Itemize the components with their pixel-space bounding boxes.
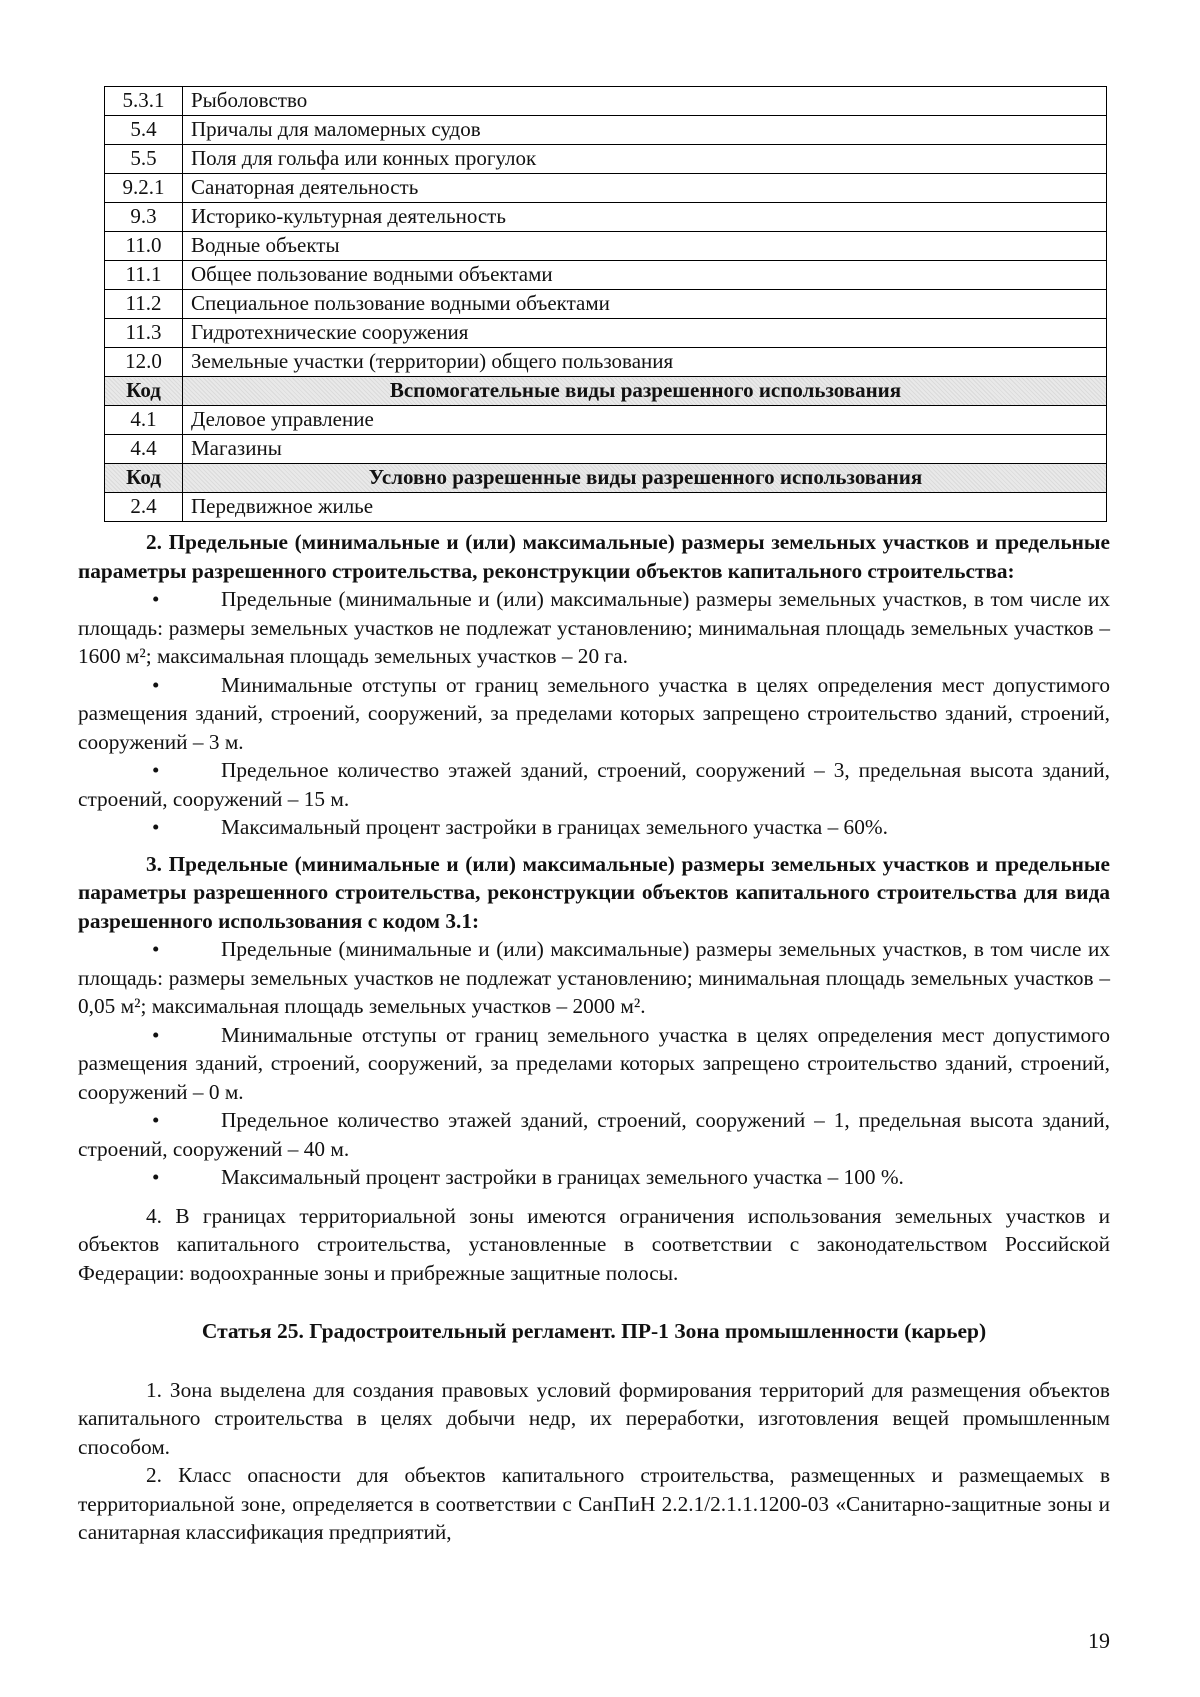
table-cell-name: Гидротехнические сооружения	[183, 319, 1107, 348]
table-row	[105, 203, 1107, 232]
document-page	[78, 86, 1110, 1547]
table-row	[105, 174, 1107, 203]
table-cell-code: 12.0	[105, 348, 183, 377]
table-cell-code: 5.4	[105, 116, 183, 145]
bullet-icon: •	[152, 1022, 160, 1047]
section-3-bullet	[78, 1021, 1110, 1107]
table-cell-code: 4.1	[105, 406, 183, 435]
table-row	[105, 290, 1107, 319]
bullet-text: Предельные (минимальные и (или) максимальные) размеры земельных участков, в том числе их площадь: размеры земельных участков не подлежат установлению; минимальная площадь земельных участков – 0,05 м²; максимальная площадь земельных участков – 2000 м².	[78, 937, 1110, 1018]
table-cell-name: Передвижное жилье	[183, 493, 1107, 522]
section-3-bullet	[78, 1163, 1110, 1192]
table-row	[105, 435, 1107, 464]
table-cell-name: Поля для гольфа или конных прогулок	[183, 145, 1107, 174]
document-body	[78, 528, 1110, 1547]
table-cell-code: 5.3.1	[105, 87, 183, 116]
table-row	[105, 261, 1107, 290]
section-3-heading: 3. Предельные (минимальные и (или) максимальные) размеры земельных участков и предельные параметры разрешенного строительства, реконструкции объектов капитального строительства для вида разрешенного использования с кодом 3.1:	[78, 851, 1110, 933]
table-cell-name: Санаторная деятельность	[183, 174, 1107, 203]
article-paragraph-1: 1. Зона выделена для создания правовых условий формирования территорий для размещения объектов капитального строительства в целях добычи недр, их переработки, изготовления вещей промышленным способом.	[78, 1377, 1110, 1459]
table-cell-code: 11.2	[105, 290, 183, 319]
table-cell-code: Код	[105, 464, 183, 493]
section-2-bullet	[78, 813, 1110, 842]
table-row	[105, 232, 1107, 261]
section-2-bullet	[78, 585, 1110, 671]
table-cell-code: 11.3	[105, 319, 183, 348]
table-row	[105, 406, 1107, 435]
bullet-icon: •	[152, 815, 160, 839]
bullet-text: Предельное количество этажей зданий, строений, сооружений – 3, предельная высота зданий, строений, сооружений – 15 м.	[78, 758, 1110, 811]
bullet-icon: •	[152, 587, 160, 611]
section-3-bullet	[78, 1106, 1110, 1163]
section-2-heading: 2. Предельные (минимальные и (или) максимальные) размеры земельных участков и предельные параметры разрешенного строительства, реконструкции объектов капитального строительства:	[78, 530, 1110, 583]
table-section-header-row	[105, 464, 1107, 493]
table-section-header-row	[105, 377, 1107, 406]
table-cell-name: Рыболовство	[183, 87, 1107, 116]
table-cell-name: Вспомогательные виды разрешенного использования	[183, 377, 1107, 406]
table-cell-name: Историко-культурная деятельность	[183, 203, 1107, 232]
article-title: Статья 25. Градостроительный регламент. ПР-1 Зона промышленности (карьер)	[201, 1319, 987, 1343]
table-cell-name: Магазины	[183, 435, 1107, 464]
table-row	[105, 116, 1107, 145]
bullet-text: Минимальные отступы от границ земельного участка в целях определения мест допустимого размещения зданий, строений, сооружений, за пределами которых запрещено строительство зданий, строений, сооружений – 3 м.	[78, 672, 1110, 754]
bullet-text: Максимальный процент застройки в границах земельного участка – 60%.	[221, 815, 888, 839]
table-row	[105, 348, 1107, 377]
table-cell-code: 11.1	[105, 261, 183, 290]
bullet-icon: •	[152, 758, 160, 782]
bullet-text: Предельные (минимальные и (или) максимальные) размеры земельных участков, в том числе их площадь: размеры земельных участков не подлежат установлению; минимальная площадь земельных участков – 1600 м²; максимальная площадь земельных участков – 20 га.	[78, 587, 1110, 668]
section-2-bullet	[78, 756, 1110, 813]
table-cell-name: Общее пользование водными объектами	[183, 261, 1107, 290]
paragraph-4: 4. В границах территориальной зоны имеются ограничения использования земельных участков и объектов капитального строительства, установленные в соответствии с законодательством Российской Федерации: водоохранные зоны и прибрежные защитные полосы.	[78, 1203, 1110, 1285]
table-row	[105, 145, 1107, 174]
table-cell-code: 5.5	[105, 145, 183, 174]
bullet-icon: •	[152, 672, 160, 697]
table-row	[105, 87, 1107, 116]
bullet-text: Максимальный процент застройки в границах земельного участка – 100 %.	[221, 1165, 904, 1189]
table-cell-code: 9.2.1	[105, 174, 183, 203]
table-row	[105, 493, 1107, 522]
land-use-table	[104, 86, 1107, 522]
section-2-bullet	[78, 671, 1110, 757]
table-row	[105, 319, 1107, 348]
land-use-table-body	[105, 87, 1107, 522]
table-cell-name: Причалы для маломерных судов	[183, 116, 1107, 145]
bullet-text: Предельное количество этажей зданий, строений, сооружений – 1, предельная высота зданий, строений, сооружений – 40 м.	[78, 1108, 1110, 1161]
table-cell-code: 11.0	[105, 232, 183, 261]
table-cell-name: Специальное пользование водными объектами	[183, 290, 1107, 319]
bullet-icon: •	[152, 1108, 160, 1132]
spacer	[78, 1192, 1110, 1202]
table-cell-code: Код	[105, 377, 183, 406]
table-cell-name: Земельные участки (территории) общего пользования	[183, 348, 1107, 377]
table-cell-code: 9.3	[105, 203, 183, 232]
bullet-icon: •	[152, 1165, 160, 1189]
table-cell-code: 4.4	[105, 435, 183, 464]
page-number: 19	[1088, 1628, 1110, 1653]
table-cell-name: Условно разрешенные виды разрешенного использования	[183, 464, 1107, 493]
bullet-text: Минимальные отступы от границ земельного участка в целях определения мест допустимого размещения зданий, строений, сооружений, за пределами которых запрещено строительство зданий, строений, сооружений – 0 м.	[78, 1022, 1110, 1104]
article-paragraph-2: 2. Класс опасности для объектов капитального строительства, размещенных и размещаемых в территориальной зоне, определяется в соответствии с СанПиН 2.2.1/2.1.1.1200-03 «Санитарно-защитные зоны и санитарная классификация предприятий,	[78, 1463, 1110, 1544]
table-cell-name: Водные объекты	[183, 232, 1107, 261]
bullet-icon: •	[152, 937, 160, 961]
section-3-bullet	[78, 935, 1110, 1021]
table-cell-code: 2.4	[105, 493, 183, 522]
table-cell-name: Деловое управление	[183, 406, 1107, 435]
